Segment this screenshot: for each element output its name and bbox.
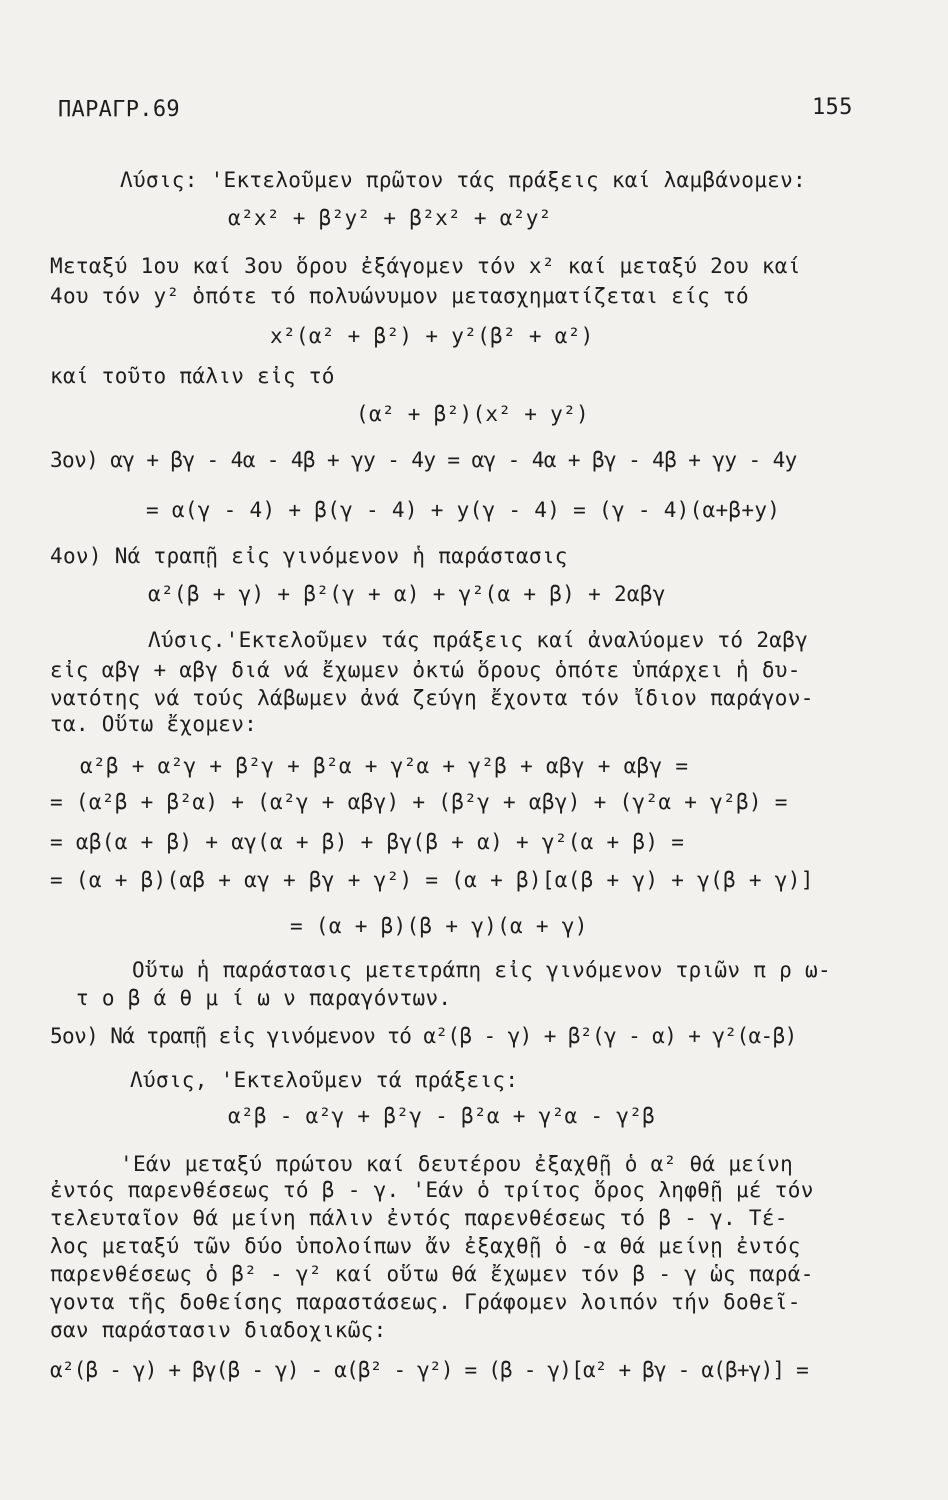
solution-intro: Λύσις, 'Εκτελοῦμεν τά πράξεις: — [130, 1068, 519, 1092]
equation-line: α²β - α²γ + β²γ - β²α + γ²α - γ²β — [228, 1104, 656, 1128]
equation-line: = (α + β)(β + γ)(α + γ) — [290, 914, 588, 938]
running-header-section: ΠΑΡΑΓΡ.69 — [58, 97, 180, 122]
text-line: νατότης νά τούς λάβωμεν ἀνά ζεύγη ἔχοντα τόν ἴδιον παράγον- — [50, 686, 814, 710]
text-line: 'Εάν μεταξύ πρώτου καί δευτέρου ἐξαχθῇ ὁ α² θά μείνη — [120, 1152, 794, 1176]
exercise-4-heading: 4ον) Νά τραπῇ εἰς γινόμενον ἡ παράστασις — [50, 544, 568, 568]
solution-intro: Λύσις: 'Εκτελοῦμεν πρῶτον τάς πράξεις καί λαμβάνομεν: — [120, 168, 806, 192]
exercise-3-line: 3ον) αγ + βγ - 4α - 4β + γy - 4y = αγ - 4α + βγ - 4β + γy - 4y — [50, 448, 797, 472]
exercise-5-heading: 5ον) Νά τραπῇ εἰς γινόμενον τό α²(β - γ) + β²(γ - α) + γ²(α-β) — [50, 1024, 797, 1048]
text-line: τελευταῖον θά μείνη πάλιν ἐντός παρενθέσεως τό β - γ. Τέ- — [50, 1206, 788, 1230]
equation-line: = (α + β)(αβ + αγ + βγ + γ²) = (α + β)[α(β + γ) + γ(β + γ)] — [50, 868, 814, 892]
text-line: Μεταξύ 1ου καί 3ου ὅρου ἐξάγομεν τόν x² καί μεταξύ 2ου καί — [50, 254, 801, 278]
equation-line: α²x² + β²y² + β²x² + α²y² — [228, 206, 552, 230]
equation-line: α²β + α²γ + β²γ + β²α + γ²α + γ²β + αβγ + αβγ = — [80, 754, 689, 778]
text-line: 4ου τόν y² ὁπότε τό πολυώνυμον μετασχηματίζεται είς τό — [50, 284, 749, 308]
text-line: καί τοῦτο πάλιν εἰς τό — [50, 364, 335, 388]
text-line: λος μεταξύ τῶν δύο ὑπολοίπων ἄν ἐξαχθῇ ὁ -α θά μείνῃ ἐντός — [50, 1234, 801, 1258]
equation-line: = αβ(α + β) + αγ(α + β) + βγ(β + α) + γ²(α + β) = — [50, 830, 685, 854]
text-line: Οὕτω ἡ παράστασις μετετράπη εἰς γινόμενον τριῶν π ρ ω- — [132, 958, 831, 982]
text-line: τ ο β ά θ μ ί ω ν παραγόντων. — [76, 986, 452, 1010]
text-line: ἐντός παρενθέσεως τό β - γ. 'Εάν ὁ τρίτος ὅρος ληφθῇ μέ τόν — [50, 1178, 814, 1202]
text-line: εἰς αβγ + αβγ διά νά ἔχωμεν ὀκτώ ὅρους ὁπότε ὑπάρχει ἡ δυ- — [50, 658, 801, 682]
text-line: παρενθέσεως ὁ β² - γ² καί οὕτω θά ἔχωμεν τόν β - γ ὡς παρά- — [50, 1262, 814, 1286]
solution-intro: Λύσις.'Εκτελοῦμεν τάς πράξεις καί ἀναλύομεν τό 2αβγ — [148, 628, 809, 652]
text-line: σαν παράστασιν διαδοχικῶς: — [50, 1318, 387, 1342]
text-line: τα. Οὕτω ἔχομεν: — [50, 712, 258, 736]
equation-line: x²(α² + β²) + y²(β² + α²) — [270, 324, 594, 348]
equation-line: = α(γ - 4) + β(γ - 4) + y(γ - 4) = (γ - 4)(α+β+y) — [146, 498, 781, 522]
page-number: 155 — [812, 95, 853, 120]
equation-line: α²(β - γ) + βγ(β - γ) - α(β² - γ²) = (β - γ)[α² + βγ - α(β+γ)] = — [50, 1358, 808, 1382]
equation-line: α²(β + γ) + β²(γ + α) + γ²(α + β) + 2αβγ — [148, 582, 666, 606]
equation-line: (α² + β²)(x² + y²) — [356, 402, 589, 426]
text-line: γοντα τῆς δοθείσης παραστάσεως. Γράφομεν λοιπόν τήν δοθεῖ- — [50, 1290, 801, 1314]
equation-line: = (α²β + β²α) + (α²γ + αβγ) + (β²γ + αβγ) + (γ²α + γ²β) = — [50, 790, 788, 814]
